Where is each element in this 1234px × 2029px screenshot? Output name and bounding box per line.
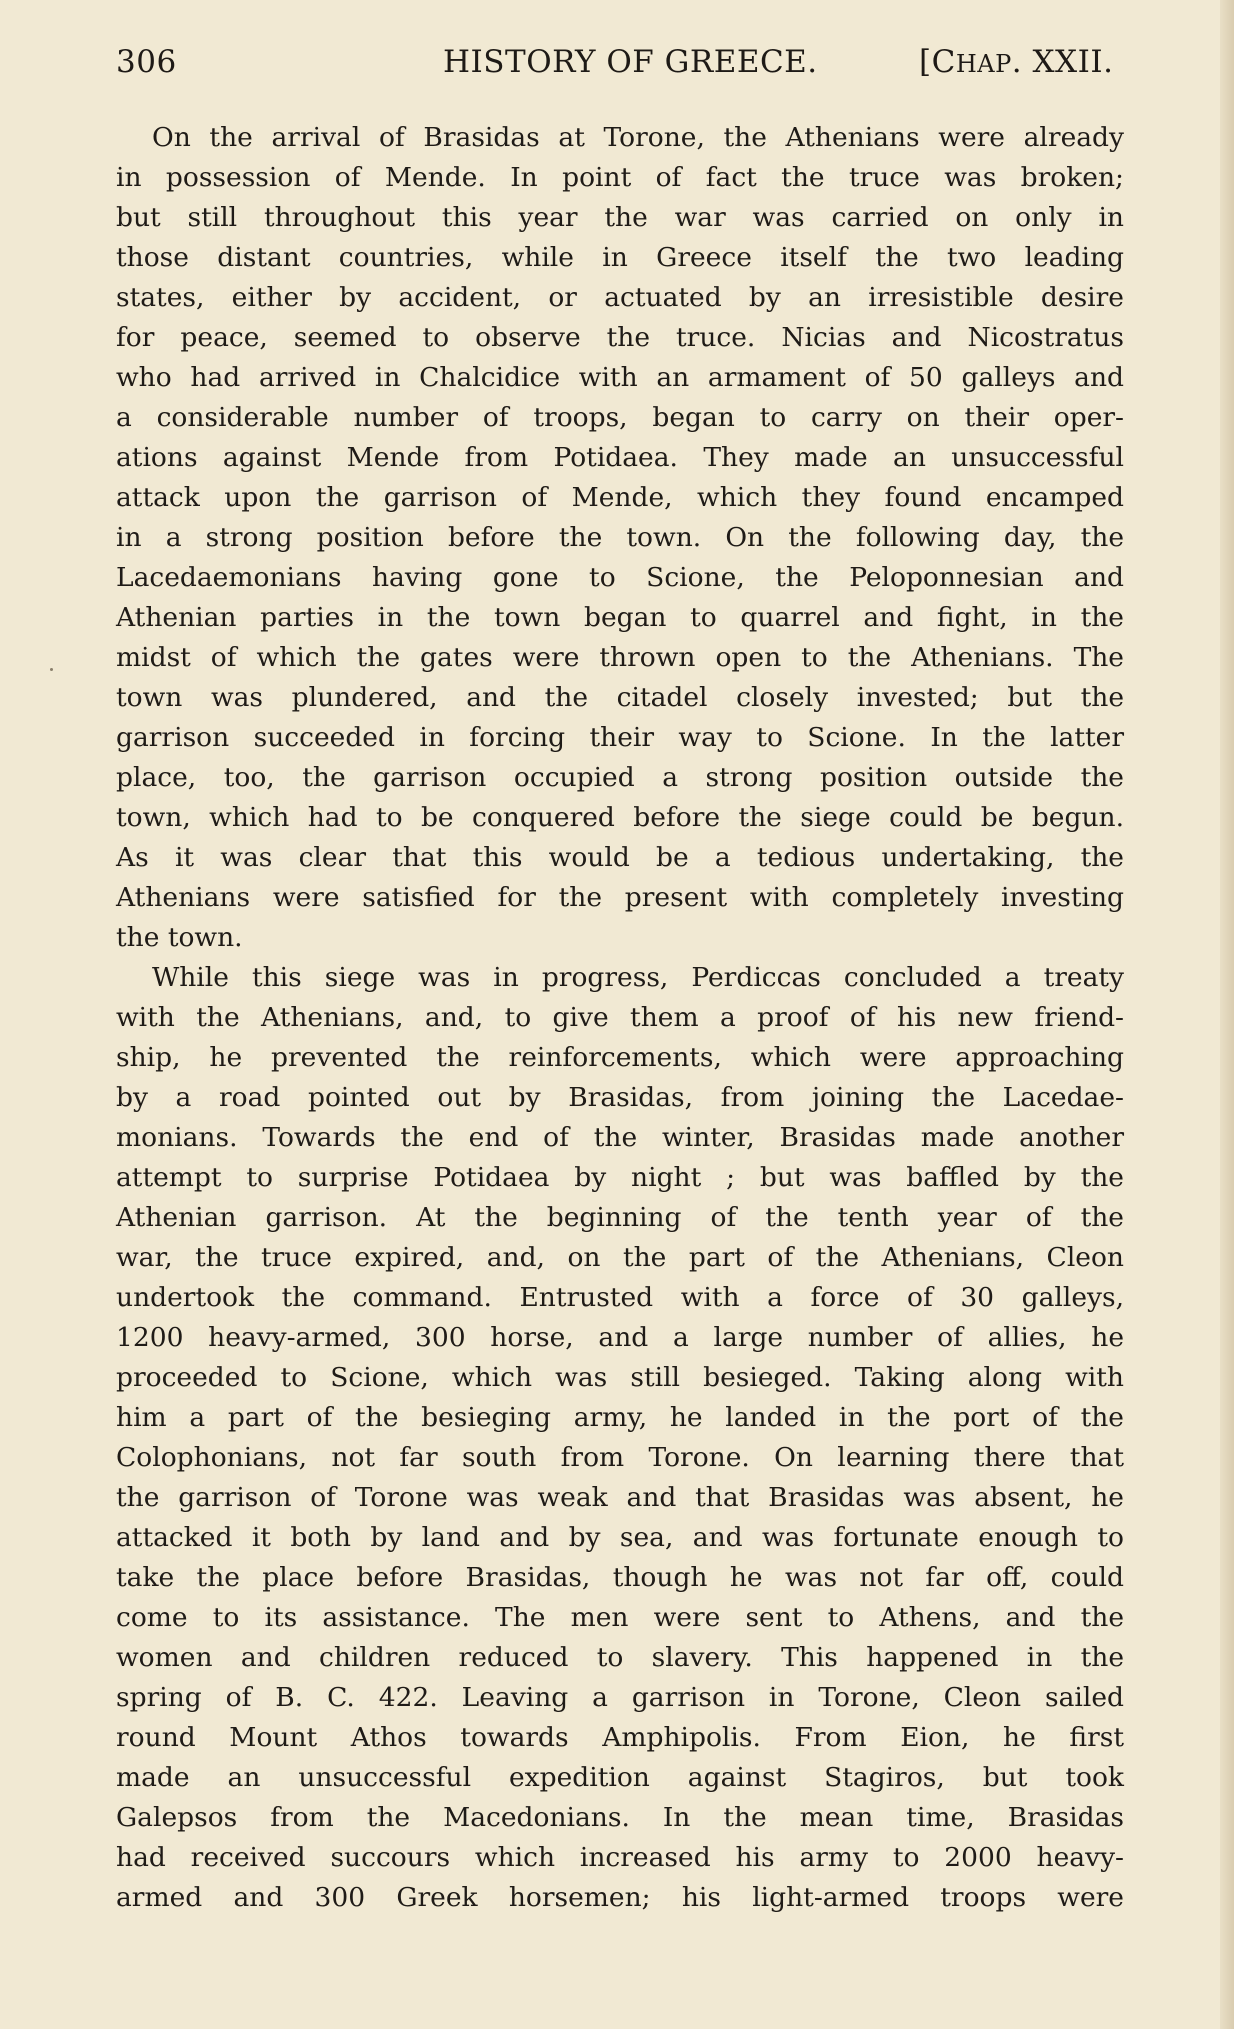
text-line: attack upon the garrison of Mende, which they found encamped	[116, 482, 1124, 513]
text-line: but still throughout this year the war was carried on only in	[116, 202, 1124, 233]
text-line: place, too, the garrison occupied a strong position outside the	[116, 762, 1124, 793]
text-line: undertook the command. Entrusted with a force of 30 galleys,	[116, 1282, 1124, 1313]
text-line: who had arrived in Chalcidice with an armament of 50 galleys and	[116, 362, 1124, 393]
text-line: women and children reduced to slavery. This happened in the	[116, 1642, 1124, 1673]
chapter-ref-open: [C	[919, 44, 956, 80]
body-text	[116, 118, 1124, 1918]
text-line: war, the truce expired, and, on the part of the Athenians, Cleon	[116, 1242, 1124, 1273]
text-line: round Mount Athos towards Amphipolis. From Eion, he first	[116, 1722, 1124, 1753]
text-line: Colophonians, not far south from Torone. On learning there that	[116, 1442, 1124, 1473]
text-line: attacked it both by land and by sea, and was fortunate enough to	[116, 1522, 1124, 1553]
text-line: Athenian garrison. At the beginning of the tenth year of the	[116, 1202, 1124, 1233]
text-line: with the Athenians, and, to give them a proof of his new friend-	[116, 1002, 1124, 1033]
text-line: take the place before Brasidas, though he was not far off, could	[116, 1562, 1124, 1593]
text-line: On the arrival of Brasidas at Torone, the Athenians were already	[152, 122, 1124, 153]
text-line: As it was clear that this would be a tedious undertaking, the	[116, 842, 1124, 873]
text-line: the garrison of Torone was weak and that Brasidas was absent, he	[116, 1482, 1124, 1513]
text-line: a considerable number of troops, began to carry on their oper-	[116, 402, 1124, 433]
text-line: garrison succeeded in forcing their way to Scione. In the latter	[116, 722, 1124, 753]
chapter-ref-close: . XXII.	[1011, 44, 1114, 80]
text-line: him a part of the besieging army, he landed in the port of the	[116, 1402, 1124, 1433]
text-line: in possession of Mende. In point of fact the truce was broken;	[116, 162, 1124, 193]
margin-speck	[50, 668, 53, 671]
text-line: monians. Towards the end of the winter, Brasidas made another	[116, 1122, 1124, 1153]
running-title: HISTORY OF GREECE.	[443, 44, 818, 80]
text-line: in a strong position before the town. On the following day, the	[116, 522, 1124, 553]
chapter-ref-small: HAP	[955, 50, 1012, 78]
text-line: come to its assistance. The men were sent to Athens, and the	[116, 1602, 1124, 1633]
text-line: midst of which the gates were thrown open to the Athenians. The	[116, 642, 1124, 673]
text-line: those distant countries, while in Greece itself the two leading	[116, 242, 1124, 273]
text-line: states, either by accident, or actuated by an irresistible desire	[116, 282, 1124, 313]
text-line: town, which had to be conquered before the siege could be begun.	[116, 802, 1124, 833]
running-header	[116, 44, 1126, 94]
text-line: by a road pointed out by Brasidas, from joining the Lacedae-	[116, 1082, 1124, 1113]
text-line: the town.	[116, 922, 243, 953]
text-line: spring of B. C. 422. Leaving a garrison in Torone, Cleon sailed	[116, 1682, 1124, 1713]
text-line: Galepsos from the Macedonians. In the mean time, Brasidas	[116, 1802, 1124, 1833]
text-line: armed and 300 Greek horsemen; his light-armed troops were	[116, 1882, 1124, 1913]
text-line: ations against Mende from Potidaea. They made an unsuccessful	[116, 442, 1124, 473]
chapter-reference	[919, 44, 1113, 80]
page-number: 306	[116, 44, 177, 80]
text-line: town was plundered, and the citadel closely invested; but the	[116, 682, 1124, 713]
text-line: proceeded to Scione, which was still besieged. Taking along with	[116, 1362, 1124, 1393]
page-edge-shadow	[1220, 0, 1234, 2029]
text-line: Lacedaemonians having gone to Scione, the Peloponnesian and	[116, 562, 1124, 593]
text-line: ship, he prevented the reinforcements, which were approaching	[116, 1042, 1124, 1073]
text-line: 1200 heavy-armed, 300 horse, and a large number of allies, he	[116, 1322, 1124, 1353]
text-line: for peace, seemed to observe the truce. Nicias and Nicostratus	[116, 322, 1124, 353]
text-line: Athenians were satisfied for the present with completely investing	[116, 882, 1124, 913]
text-line: While this siege was in progress, Perdiccas concluded a treaty	[152, 962, 1124, 993]
text-line: made an unsuccessful expedition against Stagiros, but took	[116, 1762, 1124, 1793]
text-line: attempt to surprise Potidaea by night ; but was baffled by the	[116, 1162, 1124, 1193]
text-line: Athenian parties in the town began to quarrel and fight, in the	[116, 602, 1124, 633]
text-line: had received succours which increased his army to 2000 heavy-	[116, 1842, 1124, 1873]
